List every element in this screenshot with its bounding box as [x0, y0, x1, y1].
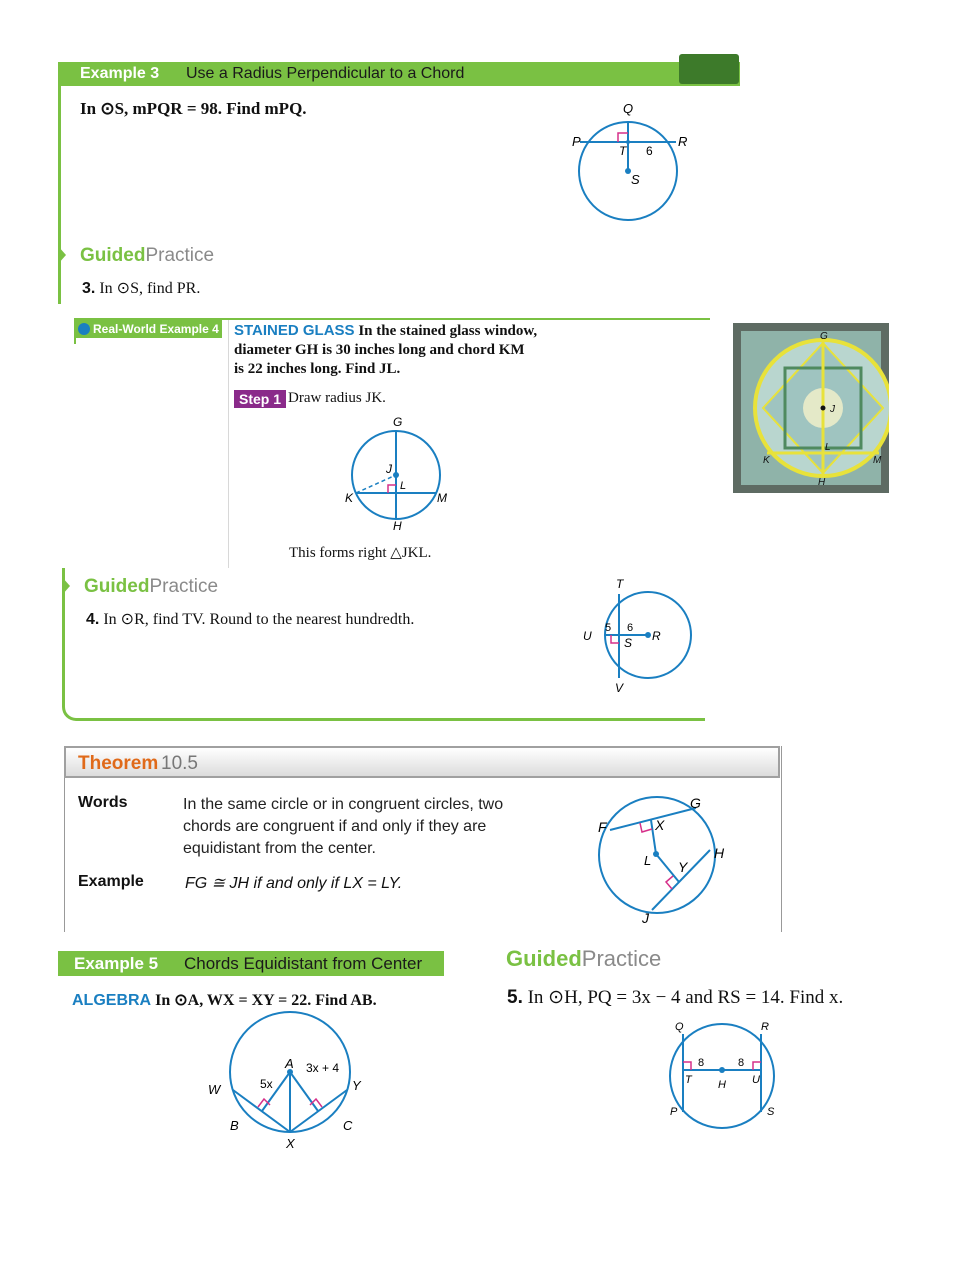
theorem-example-label: Example: [78, 873, 144, 890]
stained-glass-photo: [733, 323, 889, 493]
g2-label-5: 5: [605, 622, 612, 634]
g3-label-t: T: [685, 1074, 692, 1086]
example3-title: Use a Radius Perpendicular to a Chord: [186, 65, 465, 82]
ex3-label-q: Q: [623, 101, 634, 116]
example5-title: Chords Equidistant from Center: [184, 954, 423, 973]
ex4-label-k: K: [345, 491, 354, 505]
g3-label-p: P: [670, 1106, 678, 1118]
g3-label-r: R: [761, 1021, 769, 1033]
ex5-label-5x: 5x: [260, 1077, 273, 1091]
example4-topic: STAINED GLASS: [234, 322, 355, 339]
theorem-word: Theorem: [78, 753, 159, 774]
example5-diagram: [200, 1010, 380, 1155]
theorem-words-label: Words: [78, 794, 128, 811]
g3-label-u: U: [752, 1074, 760, 1086]
guided2-arrow-icon: [62, 577, 70, 595]
g2-label-s: S: [624, 636, 633, 650]
photo-label-g: G: [820, 331, 828, 342]
photo-label-j: J: [830, 404, 835, 415]
thm-label-x: X: [655, 817, 665, 833]
guided2-question: [86, 609, 414, 629]
example4-caption: This forms right △JKL.: [289, 545, 432, 561]
guided2-diagram: [576, 574, 706, 698]
photo-label-k: K: [763, 455, 770, 466]
ex3-label-t: T: [619, 144, 627, 158]
guided3-question: [507, 986, 843, 1009]
example4-problem-line3: is 22 inches long. Find JL.: [234, 361, 401, 377]
thm-label-y: Y: [678, 859, 688, 875]
example5-header: [58, 951, 444, 976]
g3-label-h: H: [718, 1079, 726, 1091]
g2-label-r: R: [652, 629, 661, 643]
step1-text: Draw radius JK.: [288, 390, 386, 406]
g2-label-t: T: [616, 577, 624, 591]
example4-problem-line2: diameter GH is 30 inches long and chord KM: [234, 342, 525, 358]
guided3-num: 5.: [507, 987, 523, 1008]
guided1-num: 3.: [82, 280, 96, 297]
ex4-label-g: G: [393, 415, 403, 429]
ex5-label-3x4: 3x + 4: [306, 1061, 340, 1075]
example3-diagram: [560, 96, 710, 221]
step1-badge: Step 1: [234, 390, 286, 408]
video-badge-icon[interactable]: [679, 54, 739, 84]
guided1-word1: Guided: [80, 245, 146, 266]
thm-label-l: L: [644, 853, 652, 868]
g3-label-8b: 8: [738, 1057, 745, 1069]
example4-problem: [234, 321, 574, 379]
ex3-label-s: S: [631, 172, 640, 187]
example3-header: [58, 62, 740, 86]
theorem-example-text: FG ≅ JH if and only if LX = LY.: [185, 875, 403, 892]
example5-problem-text: In ⊙A, WX = XY = 22. Find AB.: [155, 992, 377, 1009]
guided3-word1: Guided: [506, 946, 582, 971]
theorem-header: [64, 746, 780, 778]
thm-label-h: H: [714, 845, 725, 861]
example5-problem: [72, 990, 377, 1010]
example4-badge-label: Real-World Example 4: [93, 322, 219, 336]
theorem-num: 10.5: [161, 753, 198, 774]
ex3-label-6: 6: [646, 144, 653, 158]
g2-label-6: 6: [627, 622, 634, 634]
theorem-words-text: In the same circle or in congruent circles, two chords are congruent if and only if they are equidistant from the center.: [183, 796, 504, 857]
guided2-heading: [84, 576, 218, 598]
guided3-diagram: [660, 1014, 790, 1134]
ex4-label-m: M: [437, 491, 447, 505]
photo-label-l: L: [825, 442, 831, 453]
guided1-word2: Practice: [145, 245, 215, 266]
ex5-label-a: A: [285, 1056, 294, 1071]
example3-number: Example 3: [80, 65, 160, 82]
thm-label-j: J: [642, 910, 649, 926]
ex3-label-r: R: [678, 134, 688, 149]
guided3-text: In ⊙H, PQ = 3x − 4 and RS = 14. Find x.: [527, 987, 844, 1008]
ex5-label-c: C: [343, 1118, 353, 1133]
theorem-diagram: [592, 792, 742, 927]
guided3-heading: [506, 946, 661, 972]
g2-label-v: V: [615, 681, 624, 695]
ex5-label-y: Y: [352, 1078, 361, 1093]
ex3-label-p: P: [572, 134, 581, 149]
example4-problem-line1: STAINED GLASS In the stained glass window,: [234, 322, 538, 339]
g2-label-u: U: [583, 629, 592, 643]
guided1-text: In ⊙S, find PR.: [99, 280, 201, 297]
ex5-label-b: B: [230, 1118, 239, 1133]
guided2-num: 4.: [86, 611, 100, 628]
thm-label-f: F: [598, 819, 607, 835]
example3-problem: In ⊙S, mPQR = 98. Find mPQ.: [80, 99, 307, 118]
g3-label-8a: 8: [698, 1057, 705, 1069]
example4-badge: [74, 320, 222, 338]
ex5-label-x: X: [286, 1136, 295, 1151]
guided2-text: In ⊙R, find TV. Round to the nearest hundredth.: [103, 611, 415, 628]
ex5-label-w: W: [208, 1082, 221, 1097]
g3-label-q: Q: [675, 1021, 684, 1033]
guided2-word2: Practice: [149, 576, 219, 597]
ex4-label-l: L: [400, 480, 407, 492]
ex4-label-j: J: [386, 462, 392, 476]
thm-label-g: G: [690, 795, 701, 811]
example3-left-rule: [58, 62, 61, 304]
example5-topic: ALGEBRA: [72, 992, 152, 1009]
example5-number: Example 5: [74, 954, 159, 973]
example4-inner-rule: [228, 320, 229, 568]
g3-label-s: S: [767, 1106, 775, 1118]
photo-label-m: M: [873, 455, 882, 466]
guided1-question: [82, 278, 200, 298]
example4-diagram: [336, 414, 456, 536]
ex4-label-h: H: [393, 519, 402, 533]
guided3-word2: Practice: [581, 946, 662, 971]
globe-icon: [78, 323, 90, 335]
photo-label-h: H: [818, 477, 826, 488]
guided1-arrow-icon: [58, 246, 66, 264]
guided1-heading: [80, 245, 214, 267]
guided2-word1: Guided: [84, 576, 150, 597]
